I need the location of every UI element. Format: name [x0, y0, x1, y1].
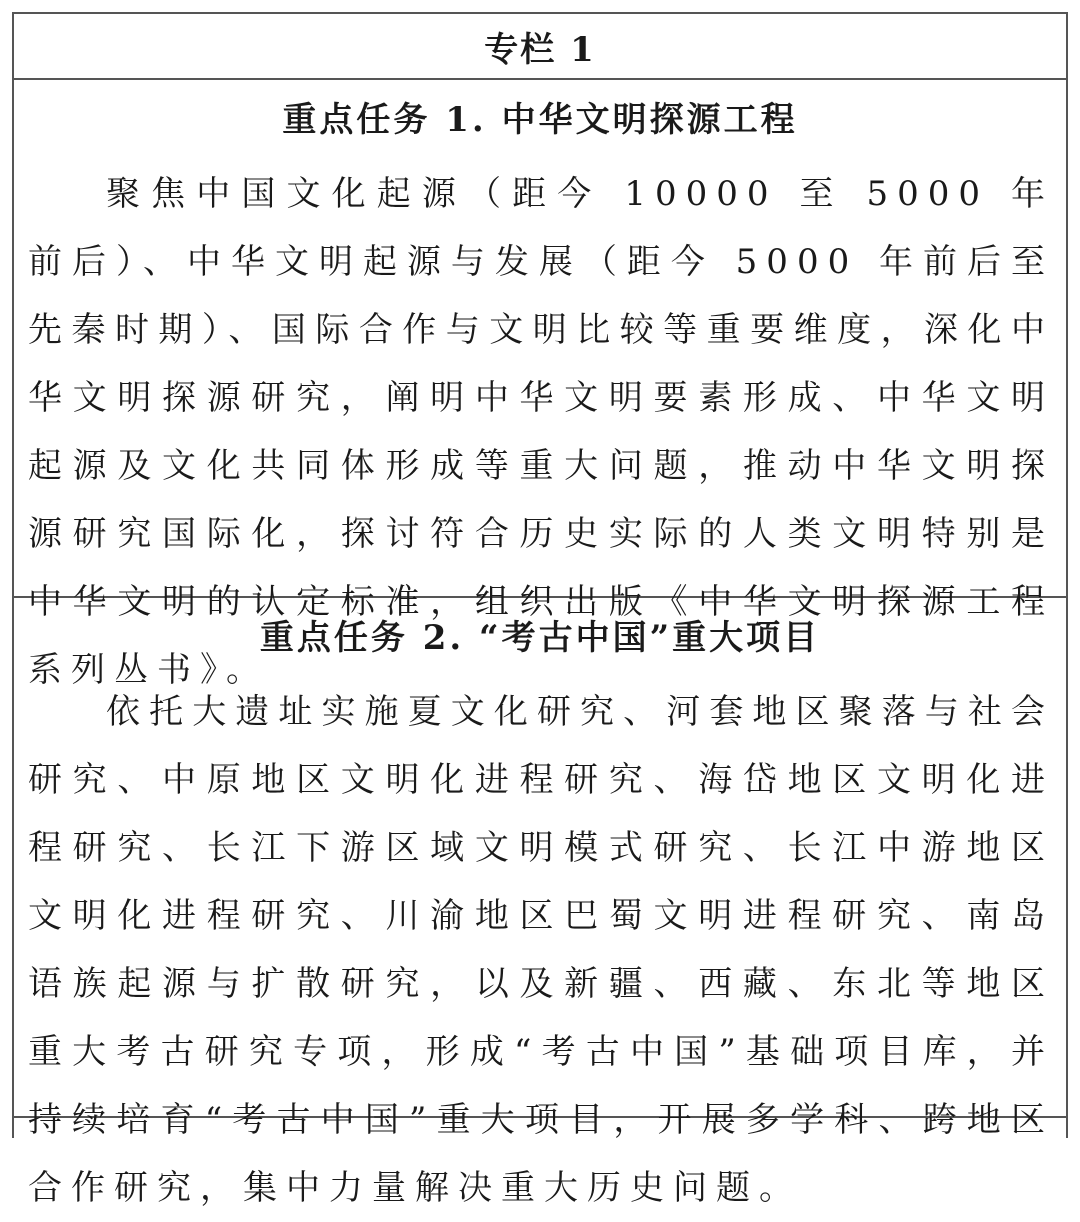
task-2-title: 重点任务 2. “考古中国”重大项目 — [259, 618, 821, 658]
task-1-body: 聚焦中国文化起源（距今 10000 至 5000 年前后）、中华文明起源与发展（距今 5000 年前后至先秦时期）、国际合作与文明比较等重要维度，深化中华文明探源研究，阐明中华文明要素形成、中华文明起源及文化共同体形成等重大问题，推动中华文明探源研究国际化，探讨符合历史实际的人类文明特别是中华文明的认定标准，组织出版《中华文明探源工程系列丛书》。 — [28, 174, 1054, 690]
column-table — [12, 12, 1068, 1208]
task-1-title: 重点任务 1. 中华文明探源工程 — [282, 100, 798, 140]
next-row-cell — [14, 1118, 1066, 1158]
column-title: 专栏 1 — [484, 30, 596, 70]
column-header-cell — [14, 14, 1066, 80]
task-2-section — [14, 598, 1066, 1208]
task-2-body: 依托大遗址实施夏文化研究、河套地区聚落与社会研究、中原地区文明化进程研究、海岱地区文明化进程研究、长江下游区域文明模式研究、长江中游地区文明化进程研究、川渝地区巴蜀文明进程研究、南岛语族起源与扩散研究，以及新疆、西藏、东北等地区重大考古研究专项，形成“考古中国”基础项目库，并持续培育“考古中国”重大项目，开展多学科、跨地区合作研究，集中力量解决重大历史问题。 — [28, 692, 1054, 1208]
